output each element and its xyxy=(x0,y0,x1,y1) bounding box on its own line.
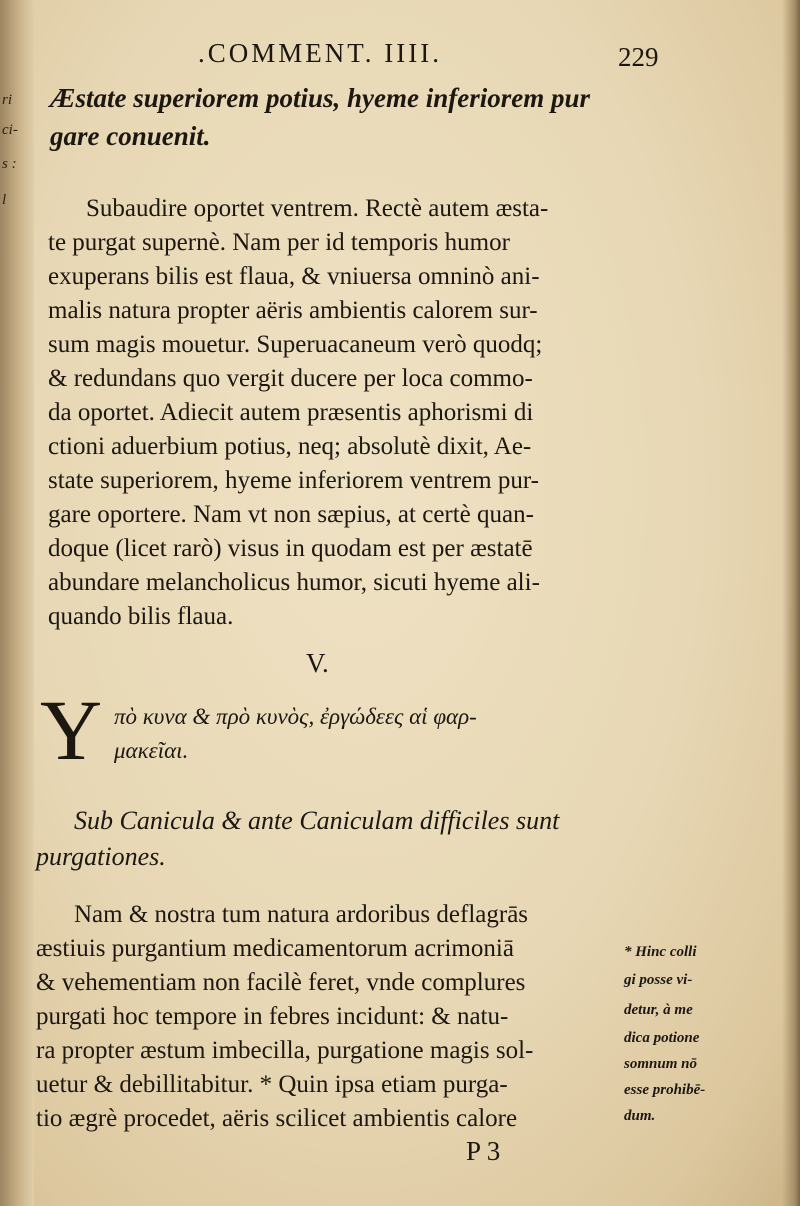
greek-line: μακεῖαι. xyxy=(114,738,189,763)
margin-fragment: s : xyxy=(2,156,17,172)
margin-fragment: ci- xyxy=(2,122,18,138)
aphorism-number: V. xyxy=(306,648,329,678)
signature-mark: P 3 xyxy=(466,1136,501,1166)
commentary-line: malis natura propter aëris ambientis calorem sur- xyxy=(48,297,538,324)
margin-fragment: ri xyxy=(2,92,13,108)
commentary-line: quando bilis flaua. xyxy=(48,603,234,630)
commentary-line: state superiorem, hyeme inferiorem ventrem pur- xyxy=(48,467,539,494)
gutter-shadow xyxy=(0,0,34,1206)
running-head: .COMMENT. IIII. xyxy=(198,38,442,68)
margin-fragment: l xyxy=(2,192,7,208)
commentary-line: sum magis mouetur. Superuacaneum verò quodq; xyxy=(48,331,543,358)
page-edge xyxy=(782,0,800,1206)
marginal-note-line: esse prohibē- xyxy=(624,1082,706,1098)
commentary-line: Subaudire oportet ventrem. Rectè autem æsta- xyxy=(86,195,549,222)
commentary-line: doque (licet rarò) visus in quodam est per æstatē xyxy=(48,535,533,562)
commentary-line: purgati hoc tempore in febres incidunt: & natu- xyxy=(36,1003,509,1030)
commentary-line: da oportet. Adiecit autem præsentis aphorismi di xyxy=(48,399,534,426)
marginal-note-line: * Hinc colli xyxy=(624,944,697,960)
marginal-note-line: somnum nō xyxy=(624,1056,697,1072)
commentary-line: & vehementiam non facilè feret, vnde complures xyxy=(36,969,526,996)
commentary-line: ctioni aduerbium potius, neq; absolutè dixit, Ae- xyxy=(48,433,532,460)
commentary-line: te purgat supernè. Nam per id temporis humor xyxy=(48,229,510,256)
commentary-line: Nam & nostra tum natura ardoribus deflagrās xyxy=(74,901,529,928)
commentary-line: abundare melancholicus humor, sicuti hyeme ali- xyxy=(48,569,540,596)
marginal-note-line: gi posse vi- xyxy=(624,972,693,988)
marginal-note-line: detur, à me xyxy=(624,1002,693,1018)
marginal-note-line: dica potione xyxy=(624,1030,700,1046)
commentary-line: uetur & debillitabitur. * Quin ipsa etiam purga- xyxy=(36,1071,508,1098)
commentary-line: tio ægrè procedet, aëris scilicet ambientis calore xyxy=(36,1105,518,1132)
section-heading-line: Æstate superiorem potius, hyeme inferiorem pur xyxy=(50,83,590,113)
commentary-line: exuperans bilis est flaua, & vniuersa omninò ani- xyxy=(48,263,540,290)
page-number: 229 xyxy=(618,42,659,72)
commentary-line: ra propter æstum imbecilla, purgatione magis sol- xyxy=(36,1037,534,1064)
marginal-note-line: dum. xyxy=(624,1108,656,1124)
greek-line: πὸ κυνα & πρὸ κυνὸς, ἐργώδεες αἱ φαρ- xyxy=(114,704,477,729)
drop-cap: Y xyxy=(40,682,103,778)
section-heading-line: gare conuenit. xyxy=(50,121,211,151)
translation-line: Sub Canicula & ante Caniculam difficiles sunt xyxy=(74,806,560,835)
commentary-line: æstiuis purgantium medicamentorum acrimoniā xyxy=(36,935,514,962)
translation-line: purgationes. xyxy=(36,842,166,871)
commentary-line: & redundans quo vergit ducere per loca commo- xyxy=(48,365,533,392)
commentary-line: gare oportere. Nam vt non sæpius, at certè quan- xyxy=(48,501,534,528)
